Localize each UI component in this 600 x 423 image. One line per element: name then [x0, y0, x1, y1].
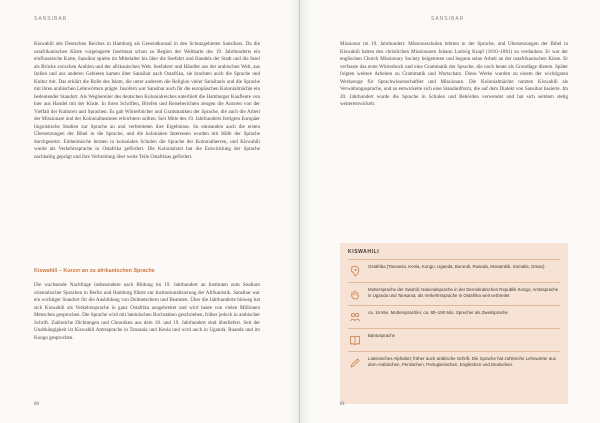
right-page — [300, 0, 600, 423]
facts-row-family — [348, 328, 560, 351]
body-text: Missionar im 19. Jahrhundert: Missionsschulen lehrten in der Sprache, und Übersetzungen der Bibel in Kiswahili hatten den christlichen Missionaren Johann Ludwig Krapf (1810–1881) zu verdanken. Er war der englischen Church Missionary Society beigetreten und begann seine Arbeit an der ostafrikanischen Küste. Er verfasste das erste Wörterbuch und eine Grammatik der Sprache, die noch heute als Grundlage dienen. Später folgten weitere Arbeiten zu Grammatik und Wortschatz. Diese Werke wurden zu einem der wichtigsten Werkzeuge für Sprachwissenschaftler und Missionare. Die Kolonialmächte nutzten Kiswahili als Verwaltungssprache, und so entwickelte sich eine Standardform, die auf dem Dialekt von Sansibar basierte. Im 20. Jahrhundert wurde die Sprache in Schulen und Behörden verwendet und hat sich seitdem stetig weiterentwickelt. — [340, 41, 568, 107]
body-text: Kiswahili des Deutschen Reiches in Hamburg als Generalkonsul in den Schutzgebieten Sansibars. Da die ostafrikanischen Küste vorgelagerte Inselstaat schon zu Beginn der Weltkarte des 19. Jahrhunderts ein einflussreiche Karte, Sansibar spielte im Mittelalter bis über die Seefahrt und Handels der Stadt und die Insel als Brücke zwischen Arabien und der afrikanischen Welt. Seefahrer und Händler aus der arabischen Welt, aus Indien und aus anderen Gebieten kamen über Sansibar nach Ostafrika, sie brachten auch die Sprache und Kultur mit. Das erklärt die Rolle des Islam, die unter anderem die Religion vieler Sansibaris und die Sprache mit ihren arabischen Lehnwörtern prägte. Insofern war Sansibar auch für die europäischen Kolonialmächte ein bedeutender Standort. Als Wegbereiter des deutschen Kolonialreiches unterhielt die Hamburger Kaufleute von hier aus Handel mit der Küste. In ihren Schriften, Briefen und Reiseberichten zeugen die Autoren von der Vielfalt der Kulturen und Sprachen. Es gab Wörterbücher und Grammatiken der Sprache, die auch die Arbeit der Missionare und der Kolonialbeamten erleichtern sollten. Seit Mitte des 19. Jahrhunderts fertigten Europäer linguistische Studien zur Sprache an und verbreiteten ihre Ergebnisse. So entstanden auch die ersten Übersetzungen der Bibel in die Sprache, und die kolonialen Interessen wurden mit Hilfe der Sprache durchgesetzt. Einheimische lernten in kolonialen Schulen die Sprache der Kolonialherren, und Kiswahili wurde als Verkehrssprache in Ostafrika gefördert. Die Kolonialzeit hat die Entwicklung der Sprache nachhaltig geprägt und ihre Verbreitung über weite Teile Ostafrikas gefördert. — [34, 41, 260, 160]
running-head: SANSIBAR — [34, 16, 68, 22]
facts-row-text: ca. 16 Mio. Muttersprachler, ca. 80–150 Mio. Sprecher als Zweitsprache — [368, 310, 508, 315]
facts-box-title: KISWAHILI — [348, 249, 380, 255]
writing-icon — [348, 356, 362, 370]
map-icon — [348, 264, 362, 278]
facts-row-text: Ostafrika (Tansania, Kenia, Kongo, Uganda, Burundi, Ruanda, Mosambik, Somalia, Oman) — [368, 264, 545, 269]
hand-icon — [348, 287, 362, 301]
running-head: SANSIBAR — [431, 16, 465, 22]
facts-row-script — [348, 351, 560, 374]
facts-row-region — [348, 259, 560, 282]
page-number: 80 — [34, 402, 39, 407]
book-icon — [348, 333, 362, 347]
body-text-continued: Die wachsende Nachfrage insbesondere nach Bildung im 19. Jahrhundert an Instituten zum Studium orientalischer Sprachen in Berlin und Hamburg führte zur Institutionalisierung der Afrikanistik. Sansibar war ein wichtiger Standort für die Ausbildung von Dolmetschern und Beamten. Über die Jahrhunderte hinweg hat sich Kiswahili als Verkehrssprache in ganz Ostafrika ausgebreitet und wird heute von vielen Millionen Menschen gesprochen. Die Sprache wird mit lateinischen Buchstaben geschrieben, früher jedoch in arabischer Schrift. Zahlreiche Dichtungen und Chroniken aus dem 18. und 19. Jahrhundert sind überliefert. Seit der Unabhängigkeit ist Kiswahili Amtssprache in Tansania und Kenia und wird auch in Uganda, Ruanda und im Kongo gesprochen. — [34, 282, 260, 341]
facts-row-status — [348, 282, 560, 305]
facts-row-text: Lateinisches Alphabet; früher auch arabische Schrift. Die Sprache hat zahlreiche Lehnwörter aus dem Arabischen, Persischen, Portugiesischen, Englischen und Deutschen. — [368, 356, 556, 367]
people-icon — [348, 310, 362, 324]
facts-row-speakers — [348, 305, 560, 328]
language-facts-box — [340, 243, 568, 404]
page-number: 81 — [340, 402, 345, 407]
section-subhead: Kiswahili – Kurzer an zu afrikanischen Sprache — [34, 268, 155, 274]
facts-row-text: Bantusprache — [368, 333, 396, 338]
facts-row-text: Muttersprache der Swahili; Nationalsprache in der Demokratischen Republik Kongo; Amtssprache in Uganda und Tansania; als Verkehrssprache in Ostafrika weit verbreitet — [368, 287, 559, 298]
